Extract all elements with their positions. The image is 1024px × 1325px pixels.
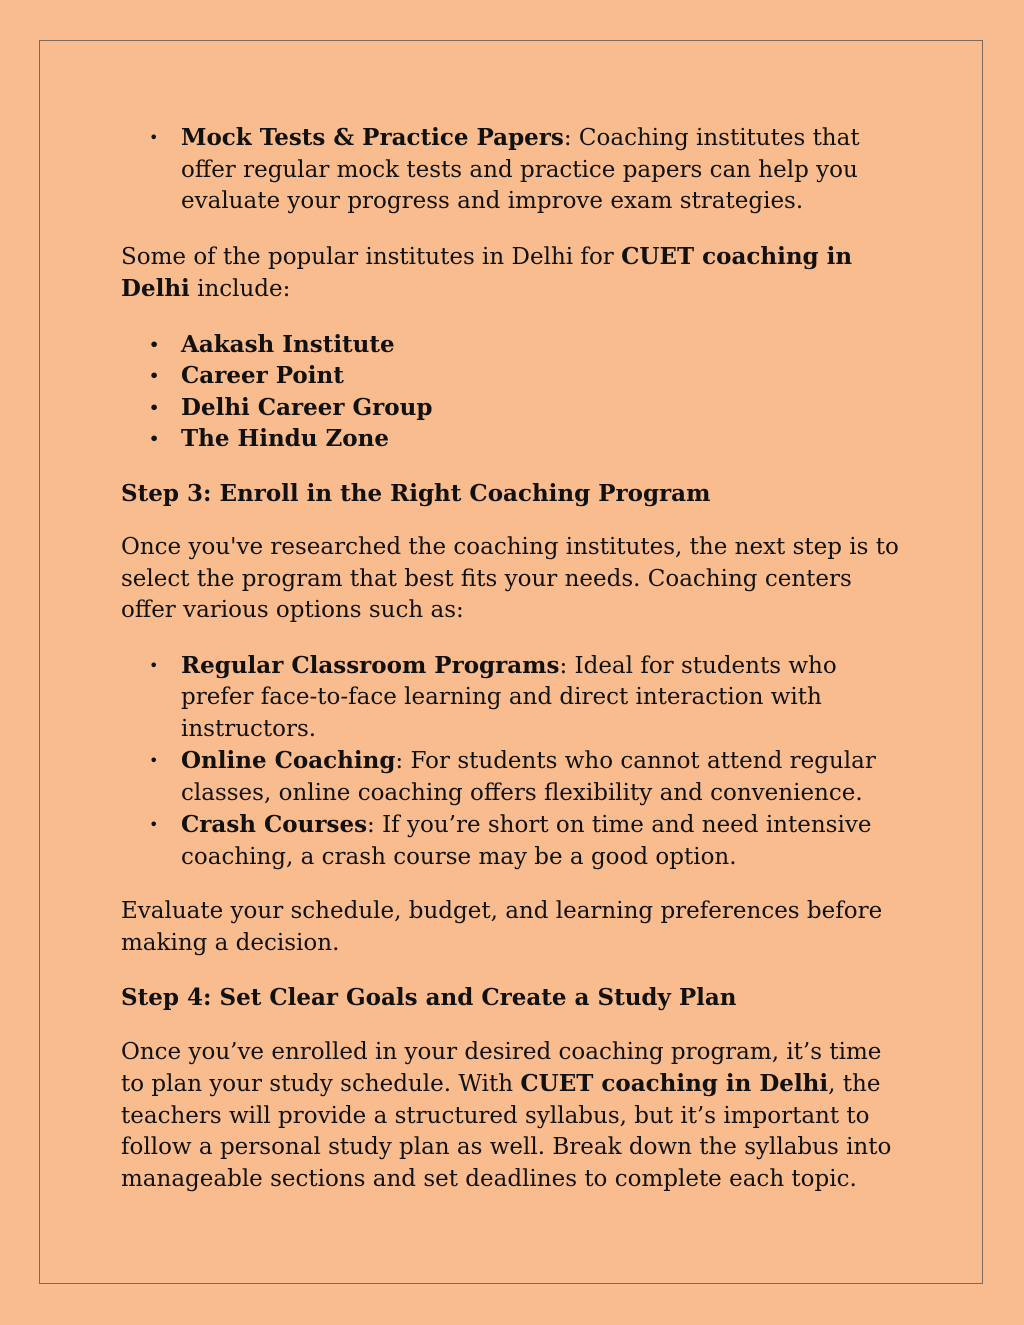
step3-heading: Step 3: Enroll in the Right Coaching Program <box>121 479 711 507</box>
list-item-desc: : For students who cannot attend regular classes, online coaching offers flexibility and convenience. <box>181 748 876 806</box>
list-item-desc: : Coaching institutes that offer regular mock tests and practice papers can help you evaluate your progress and improve exam strategies. <box>181 125 860 214</box>
document-body <box>121 122 901 1218</box>
list-item <box>181 809 901 873</box>
list-item: • Career Point <box>181 360 901 392</box>
step3-paragraph: Once you've researched the coaching institutes, the next step is to select the program that best fits your needs. Coaching centers offer various options such as: <box>121 534 899 623</box>
step4-paragraph <box>121 1037 901 1196</box>
list-item <box>181 745 901 809</box>
list-item <box>181 122 901 218</box>
step4-text: Once you’ve enrolled in your desired coaching program, it’s time to plan your study schedule. With <box>121 1038 882 1097</box>
institutes-list <box>121 329 901 455</box>
step4-heading: Step 4: Set Clear Goals and Create a Study Plan <box>121 984 737 1011</box>
list-item: • Aakash Institute <box>181 329 901 361</box>
list-item-desc: : If you’re short on time and need intensive coaching, a crash course may be a good option. <box>181 812 872 870</box>
list-item-desc: : Ideal for students who prefer face-to-face learning and direct interaction with instructors. <box>181 652 837 742</box>
step4-text-end: , the teachers will provide a structured syllabus, but it’s important to follow a personal study plan as well. Break down the syllabus into manageable sections and set deadlines to complete each topic. <box>121 1071 892 1192</box>
list-item: • Delhi Career Group <box>181 392 901 424</box>
list-item-term: Mock Tests & Practice Papers <box>181 124 564 151</box>
intro-text-end: include: <box>189 276 291 302</box>
list-item-term: Regular Classroom Programs <box>181 651 560 679</box>
list-item-term: Crash Courses <box>181 811 368 838</box>
keyword-cuet-coaching: CUET coaching in Delhi <box>121 242 853 302</box>
list-item-term: Online Coaching <box>181 747 396 774</box>
program-options-list <box>121 650 901 874</box>
list-item: • The Hindu Zone <box>181 423 901 455</box>
keyword-cuet-coaching: CUET coaching in Delhi <box>520 1070 829 1097</box>
tips-list <box>121 122 901 218</box>
step3-closing: Evaluate your schedule, budget, and learning preferences before making a decision. <box>121 898 883 956</box>
list-item <box>181 650 901 746</box>
institutes-intro <box>121 241 901 306</box>
intro-text: Some of the popular institutes in Delhi for <box>121 243 622 270</box>
